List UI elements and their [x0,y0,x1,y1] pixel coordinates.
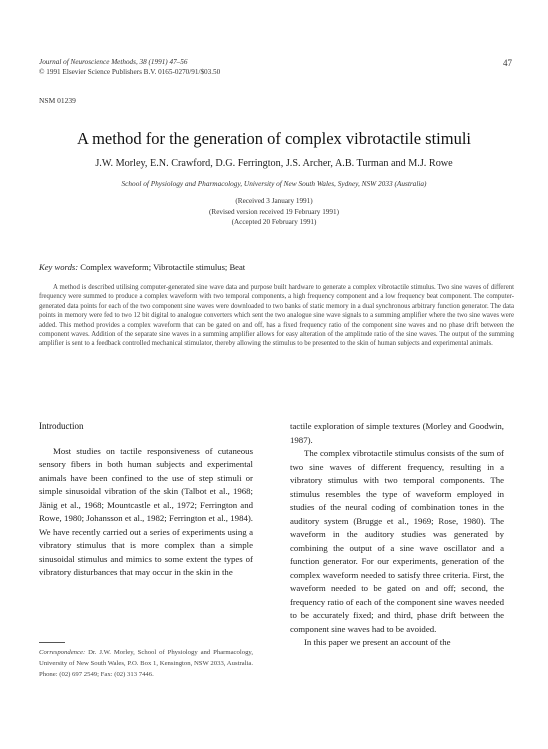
footnote-label: Correspondence: [39,649,86,656]
received-date: (Received 3 January 1991) [235,197,313,205]
correspondence-footnote [39,648,253,680]
body-paragraph: Most studies on tactile responsiveness of cutaneous sensory fibers in both human subjects and experimental animals have been confined to the use of step stimuli or simple sinusoidal vibration of the skin (Talbot et al., 1968; Jänig et al., 1968; Mountcastle et al., 1972; Ferrington and Rowe, 1980; Johansson et al., 1982; Ferrington et al., 1984). We have recently carried out a series of experiments using a vibratory stimulus that is more complex than a simple sinusoidal stimulus and mimics to some extent the types of vibratory disturbances that may occur in the skin in the [39,445,253,577]
body-paragraph: In this paper we present an account of the [304,637,451,647]
copyright-line: © 1991 Elsevier Science Publishers B.V. 0165-0270/91/$03.50 [39,68,221,76]
body-column-right [290,420,504,650]
keywords [39,262,245,272]
footnote-divider [39,642,65,643]
accepted-date: (Accepted 20 February 1991) [231,218,317,226]
manuscript-code: NSM 01239 [39,96,76,105]
body-paragraph: tactile exploration of simple textures (Morley and Goodwin, 1987). [290,421,504,445]
abstract: A method is described utilising computer-generated sine wave data and purpose built hardware to generate a complex vibrotactile stimulus. Two sine waves of different frequency were summed to produce a complex waveform with two temporal components, a high frequency component and a low frequency beat component. The computer-generated data points for each of the two component sine waves were downloaded to two banks of static memory in a dual synchronous arbitrary function generator. The data points in memory were fed to two 12 bit digital to analogue converters which sent the two analogue sine wave signals to a summing amplifier where the two sine waves were added. This method provides a complex waveform that can be gated on and off, has a fixed frequency ratio of the component sine waves and no phase drift between the component waves. Addition of the separate sine waves in a summing amplifier allows for easy alteration of the amplitude ratio of the sine waves. The output of the summing amplifier is sent to a feedback controlled mechanical stimulator, thereby allowing the stimulus to be presented to the skin of human subjects and experimental animals. [39,284,514,348]
journal-citation: Journal of Neuroscience Methods, 38 (1991) 47–56 [39,58,188,66]
article-title: A method for the generation of complex vibrotactile stimuli [76,129,472,148]
section-heading-introduction: Introduction [39,421,84,431]
keywords-text: Complex waveform; Vibrotactile stimulus; Beat [80,262,246,272]
author-affiliation: School of Physiology and Pharmacology, University of New South Wales, Sydney, NSW 2033 (Australia) [121,179,427,188]
author-list: J.W. Morley, E.N. Crawford, D.G. Ferrington, J.S. Archer, A.B. Turman and M.J. Rowe [95,158,453,169]
keywords-label: Key words: [39,262,79,272]
article-dates [0,196,548,228]
revised-date: (Revised version received 19 February 1991) [209,207,339,216]
body-paragraph: The complex vibrotactile stimulus consists of the sum of two sine waves of different frequency, resulting in a vibratory stimulus with two temporal components. The stimulus resembles the type of waveform employed in studies of the neural coding of combination tones in the auditory system (Brugge et al., 1969; Rose, 1980). The waveform in the auditory studies was generated by combining the output of a sine wave oscillator and a function generator. For our experiments, generation of the complex waveform needed to satisfy three criteria. First, the waveform needed to be gated on and off; second, the frequency ratio of each of the component sine waves needed to be accurately fixed; and third, phase drift between the component sine waves had to be avoided. [290,448,504,634]
page-number: 47 [503,58,512,68]
body-column-left [39,420,253,580]
footnote-text: Dr. J.W. Morley, School of Physiology and Pharmacology, University of New South Wales, P.O. Box 1, Kensington, NSW 2033, Australia. Phone: (02) 697 2549; Fax: (02) 313 7446. [39,649,253,678]
